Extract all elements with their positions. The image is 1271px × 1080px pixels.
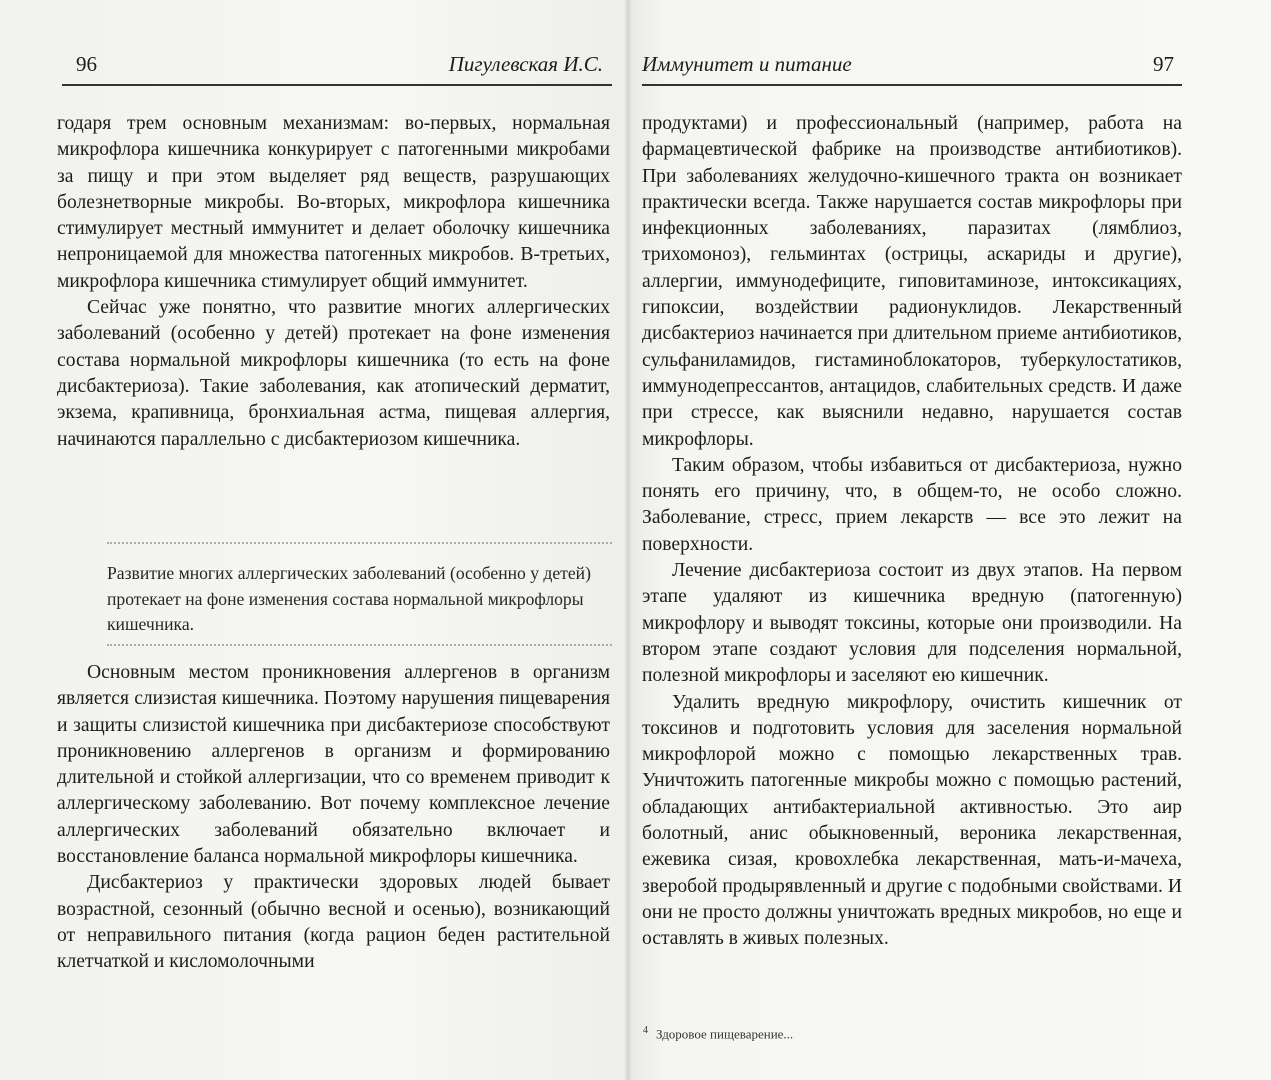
- left-body-bottom: [57, 660, 610, 976]
- left-body-top: [57, 111, 610, 453]
- callout-bottom-divider: [107, 644, 612, 649]
- callout-text: Развитие многих аллергических заболеваний (особенно у детей) протекает на фоне изменения состава нормальной микрофлоры кишечника.: [107, 563, 591, 634]
- paragraph: Удалить вредную микрофлору, очистить кишечник от токсинов и подготовить условия для заселения нормальной микрофлорой можно с помощью лекарственных трав. Уничтожить патогенные микробы можно с помощью растений, обладающих антибактериальной активностью. Это аир болотный, анис обыкновенный, вероника лекарственная, ежевика сизая, кровохлебка лекарственная, мать-и-мачеха, зверобой продырявленный и другие с подобными свойствами. И они не просто должны уничтожать вредных микробов, но еще и оставлять в живых полезных.: [642, 691, 1182, 950]
- left-page-header: [76, 52, 611, 82]
- left-page-number: 96: [76, 52, 97, 76]
- left-running-head: Пигулевская И.С.: [448, 52, 603, 76]
- right-page-number: 97: [1153, 52, 1174, 76]
- footnote-marker: 4: [643, 1025, 648, 1036]
- footnote: [643, 1025, 793, 1042]
- paragraph: Лечение дисбактериоза состоит из двух этапов. На первом этапе удаляют из кишечника вредную (патогенную) микрофлору и выводят токсины, которые они производили. На втором этапе создают условия для подселения нормальной, полезной микрофлоры и заселяют ею кишечник.: [642, 560, 1182, 687]
- paragraph: Таким образом, чтобы избавиться от дисбактериоза, нужно понять его причину, что, в общем-то, не особо сложно. Заболевание, стресс, прием лекарств — все это лежит на поверхности.: [642, 454, 1182, 555]
- right-page-header: [642, 52, 1182, 82]
- right-body: [642, 111, 1182, 953]
- left-header-rule: [62, 84, 612, 86]
- paragraph: Сейчас уже понятно, что развитие многих аллергических заболеваний (особенно у детей) протекает на фоне изменения состава нормальной микрофлоры кишечника (то есть на фоне дисбактериоза). Такие заболевания, как атопический дерматит, экзема, крапивница, бронхиальная астма, пищевая аллергия, начинаются параллельно с дисбактериозом кишечника.: [57, 297, 610, 450]
- right-header-rule: [642, 84, 1182, 86]
- paragraph: продуктами) и профессиональный (например, работа на фармацевтической фабрике на производстве антибиотиков). При заболеваниях желудочно-кишечного тракта он возникает практически всегда. Также нарушается состав микрофлоры при инфекционных заболеваниях, паразитах (лямблиоз, трихомоноз), гельминтах (острицы, аскариды и другие), аллергии, иммунодефиците, гиповитаминозе, интоксикациях, гипоксии, воздействии радионуклидов. Лекарственный дисбактериоз начинается при длительном приеме антибиотиков, сульфаниламидов, гистаминоблокаторов, туберкулостатиков, иммунодепрессантов, антацидов, слабительных средств. И даже при стрессе, как выяснили недавно, нарушается состав микрофлоры.: [642, 113, 1182, 450]
- paragraph: годаря трем основным механизмам: во-первых, нормальная микрофлора кишечника конкурирует с патогенными микробами за пищу и при этом выделяет ряд веществ, разрушающих болезнетворные микробы. Во-вторых, микрофлора кишечника стимулирует местный иммунитет и делает оболочку кишечника непроницаемой для множества патогенных микробов. В-третьих, микрофлора кишечника стимулирует общий иммунитет.: [57, 113, 610, 292]
- book-gutter: [624, 0, 632, 1080]
- callout-box: [107, 542, 612, 649]
- paragraph: Дисбактериоз у практически здоровых людей бывает возрастной, сезонный (обычно весной и осенью), возникающий от неправильного питания (когда рацион беден растительной клетчаткой и кисломолочными: [57, 872, 610, 973]
- right-running-head: Иммунитет и питание: [642, 52, 852, 76]
- callout-top-divider: [107, 542, 612, 547]
- paragraph: Основным местом проникновения аллергенов в организм является слизистая кишечника. Поэтому нарушения пищеварения и защиты слизистой кишечника при дисбактериозе способствуют проникновению аллергенов в организм и формированию длительной и стойкой аллергизации, что со временем приводит к аллергическому заболеванию. Вот почему комплексное лечение аллергических заболеваний обязательно включает и восстановление баланса нормальной микрофлоры кишечника.: [57, 662, 610, 868]
- footnote-text: Здоровое пищеварение...: [656, 1026, 794, 1042]
